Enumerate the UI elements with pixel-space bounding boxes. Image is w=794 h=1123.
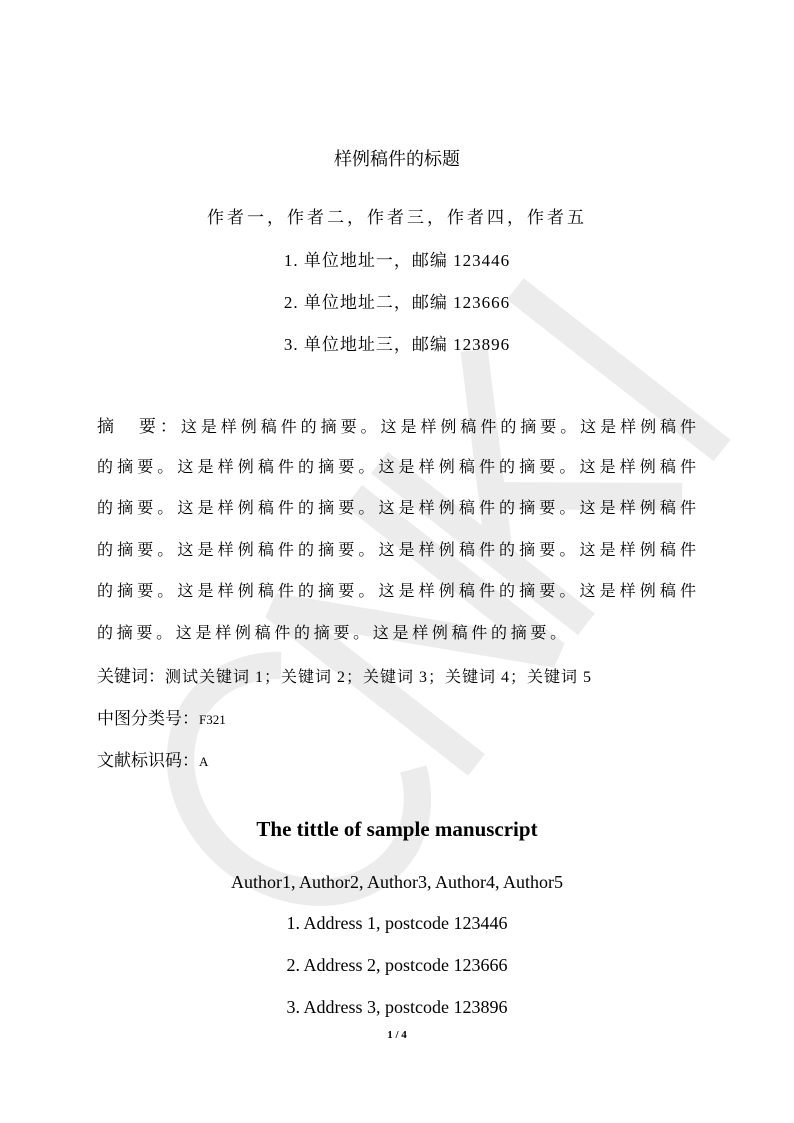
clc-label: 中图分类号： bbox=[97, 709, 199, 729]
keywords bbox=[97, 662, 592, 687]
abstract-line bbox=[97, 412, 697, 437]
address-en: 2. Address 2, postcode 123666 bbox=[286, 955, 508, 975]
abstract-text: 这是样例稿件的摘要。这是样例稿件的摘要。这是样例稿件 bbox=[180, 419, 698, 436]
address-cn: 2. 单位地址二，邮编 123666 bbox=[283, 293, 511, 312]
authors-cn: 作者一，作者二，作者三，作者四，作者五 bbox=[207, 208, 587, 227]
clc-value: F321 bbox=[199, 712, 226, 727]
title-cn: 样例稿件的标题 bbox=[334, 149, 460, 170]
authors-en: Author1, Author2, Author3, Author4, Author5 bbox=[231, 872, 563, 892]
address-en: 1. Address 1, postcode 123446 bbox=[286, 913, 508, 933]
keywords-value: 测试关键词 1；关键词 2；关键词 3；关键词 4；关键词 5 bbox=[165, 669, 593, 686]
clc-number bbox=[97, 704, 226, 729]
doc-code-label: 文献标识码： bbox=[97, 751, 199, 771]
address-en: 3. Address 3, postcode 123896 bbox=[286, 997, 508, 1017]
abstract-line: 的摘要。这是样例稿件的摘要。这是样例稿件的摘要。这是样例稿件 bbox=[97, 583, 697, 600]
abstract-label: 摘 要： bbox=[97, 417, 181, 437]
abstract-line: 的摘要。这是样例稿件的摘要。这是样例稿件的摘要。这是样例稿件 bbox=[97, 500, 697, 517]
abstract-line: 的摘要。这是样例稿件的摘要。这是样例稿件的摘要。这是样例稿件 bbox=[97, 542, 697, 559]
abstract-line: 的摘要。这是样例稿件的摘要。这是样例稿件的摘要。这是样例稿件 bbox=[97, 459, 697, 476]
address-cn: 3. 单位地址三，邮编 123896 bbox=[283, 335, 511, 354]
keywords-label: 关键词： bbox=[97, 667, 165, 687]
page-number: 1 / 4 bbox=[387, 1029, 407, 1041]
title-en: The tittle of sample manuscript bbox=[256, 817, 538, 841]
abstract-line: 的摘要。这是样例稿件的摘要。这是样例稿件的摘要。 bbox=[97, 625, 570, 642]
doc-code-value: A bbox=[199, 754, 209, 769]
document-code bbox=[97, 746, 208, 771]
address-cn: 1. 单位地址一，邮编 123446 bbox=[283, 251, 511, 270]
